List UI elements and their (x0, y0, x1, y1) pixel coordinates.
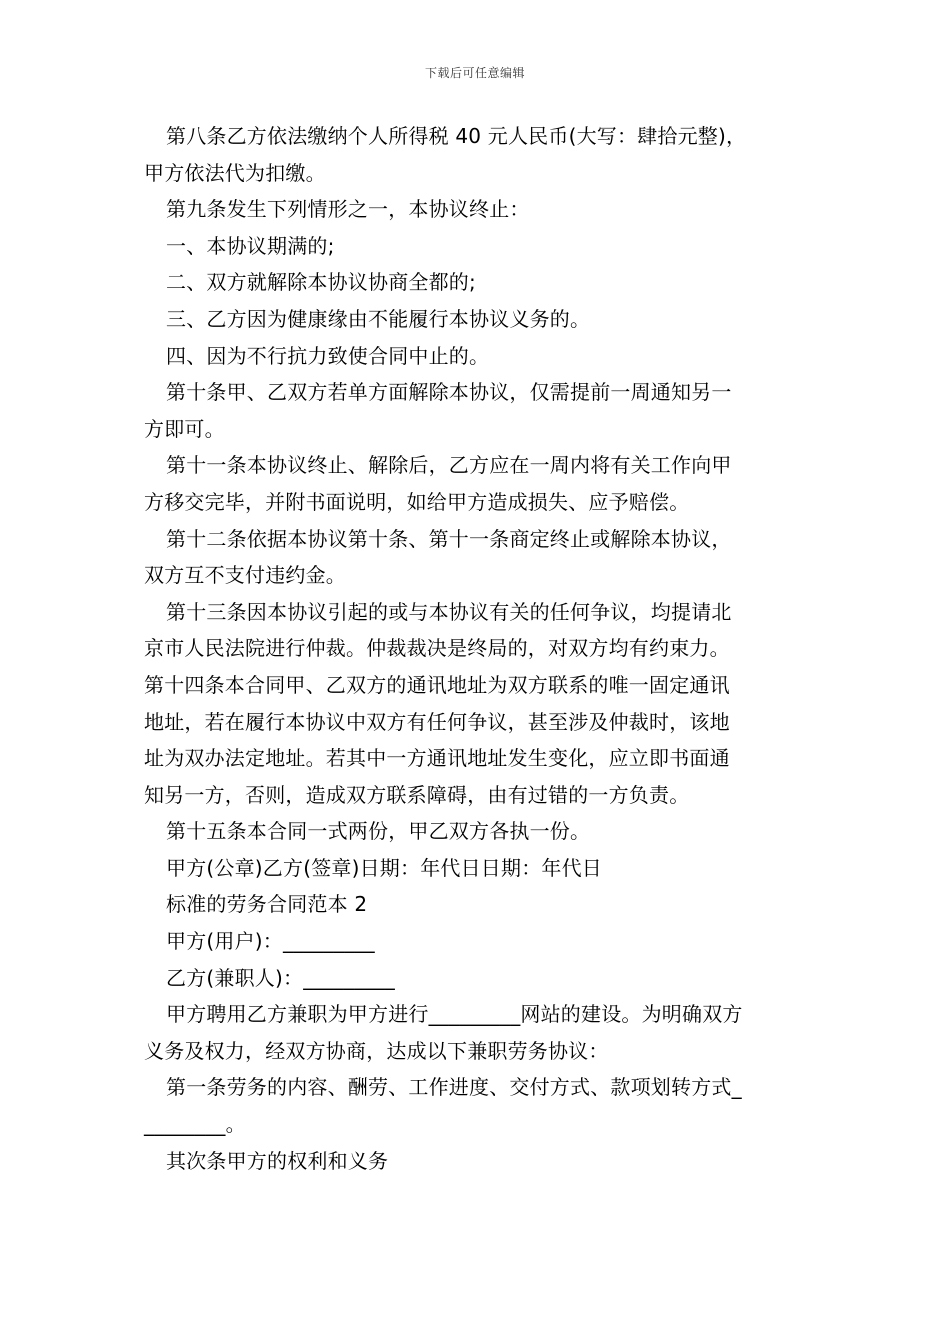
document-body (144, 118, 808, 1179)
text-line: 双方互不支付违约金。 (144, 563, 346, 588)
text-line: 义务及权力，经双方协商，达成以下兼职劳务协议： (144, 1038, 609, 1063)
text-line: 第十条甲、乙双方若单方面解除本协议，仅需提前一周通知另一 (166, 380, 732, 405)
text-line: 第一条劳务的内容、酬劳、工作进度、交付方式、款项划转方式_ (166, 1075, 742, 1100)
text-line: 第九条发生下列情形之一，本协议终止： (166, 197, 530, 222)
text-line: 甲方(用户)：_________ (166, 929, 375, 954)
text-line: 标准的劳务合同范本 2 (166, 892, 368, 917)
text-line: 甲方聘用乙方兼职为甲方进行_________网站的建设。为明确双方 (166, 1002, 743, 1027)
page-header: 下载后可任意编辑 (424, 66, 525, 80)
text-line: 地址，若在履行本协议中双方有任何争议，甚至涉及仲裁时，该地 (144, 709, 730, 734)
text-line: 其次条甲方的权利和义务 (166, 1148, 389, 1173)
text-line: 四、因为不行抗力致使合同中止的。 (166, 343, 490, 368)
text-line: 一、本协议期满的; (166, 233, 335, 258)
text-line: 第十五条本合同一式两份，甲乙双方各执一份。 (166, 819, 591, 844)
text-line: 址为双办法定地址。若其中一方通讯地址发生变化，应立即书面通 (144, 746, 730, 771)
text-line: 第八条乙方依法缴纳个人所得税 40 元人民币(大写：肆拾元整)， (166, 124, 747, 148)
text-line: 第十一条本协议终止、解除后，乙方应在一周内将有关工作向甲 (166, 453, 732, 478)
text-line: 甲方依法代为扣缴。 (144, 160, 326, 185)
text-line: 第十二条依据本协议第十条、第十一条商定终止或解除本协议， (166, 526, 732, 551)
text-line: 京市人民法院进行仲裁。仲裁裁决是终局的，对双方均有约束力。 (144, 636, 730, 661)
text-line: 乙方(兼职人)：_________ (166, 965, 396, 990)
text-line: 方即可。 (144, 416, 225, 441)
text-line: 方移交完毕，并附书面说明，如给甲方造成损失、应予赔偿。 (144, 489, 690, 514)
text-line: 二、双方就解除本协议协商全都的; (166, 270, 476, 295)
text-line: 第十四条本合同甲、乙双方的通讯地址为双方联系的唯一固定通讯 (144, 672, 730, 697)
text-line: 第十三条因本协议引起的或与本协议有关的任何争议，均提请北 (166, 599, 732, 624)
text-line: ________。 (144, 1112, 246, 1137)
text-line: 知另一方，否则，造成双方联系障碍，由有过错的一方负责。 (144, 782, 690, 807)
text-line: 甲方(公章)乙方(签章)日期：年代日日期：年代日 (166, 855, 603, 880)
text-line: 三、乙方因为健康缘由不能履行本协议义务的。 (166, 306, 591, 331)
